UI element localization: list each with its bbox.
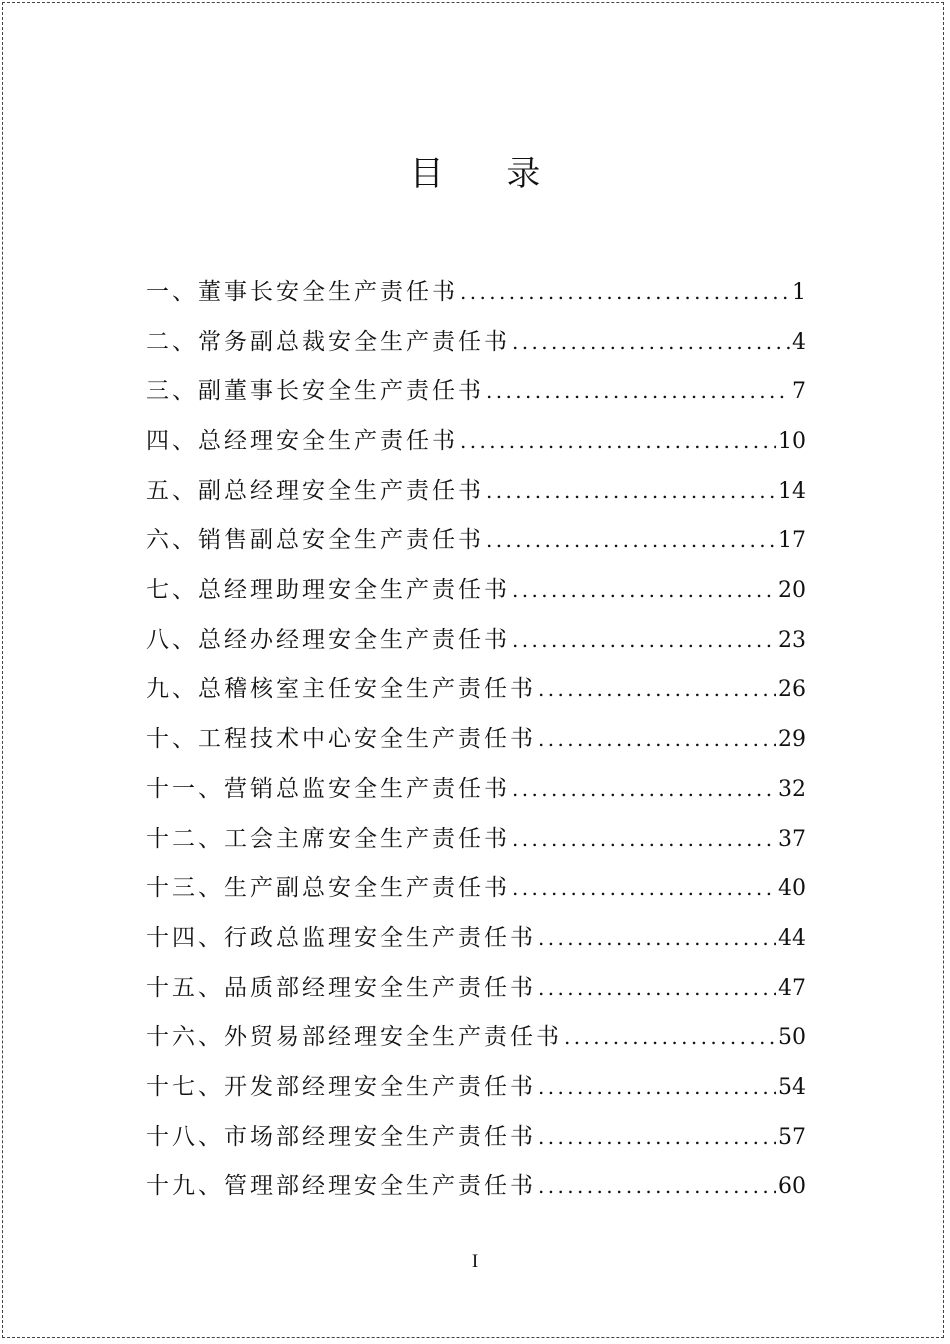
toc-dot-leader bbox=[512, 566, 776, 616]
toc-entry-14[interactable] bbox=[146, 914, 806, 964]
toc-dot-leader bbox=[486, 367, 790, 417]
toc-entry-label: 七、总经理助理安全生产责任书 bbox=[146, 577, 510, 604]
toc-dot-leader bbox=[512, 864, 776, 914]
toc-entry-label: 十二、工会主席安全生产责任书 bbox=[146, 825, 510, 852]
toc-entry-18[interactable] bbox=[146, 1113, 806, 1163]
toc-entry-15[interactable] bbox=[146, 964, 806, 1014]
toc-dot-leader bbox=[486, 467, 776, 517]
toc-entry-label: 十、工程技术中心安全生产责任书 bbox=[146, 726, 536, 753]
toc-entry-9[interactable] bbox=[146, 666, 806, 716]
toc-entry-page: 50 bbox=[778, 1025, 806, 1051]
toc-dot-leader bbox=[512, 318, 790, 368]
toc-entry-1[interactable] bbox=[146, 268, 806, 318]
toc-entry-label: 十八、市场部经理安全生产责任书 bbox=[146, 1123, 536, 1150]
toc-entry-label: 十五、品质部经理安全生产责任书 bbox=[146, 974, 536, 1001]
toc-entry-8[interactable] bbox=[146, 616, 806, 666]
toc-entry-page: 37 bbox=[778, 826, 806, 852]
toc-entry-page: 26 bbox=[778, 677, 806, 703]
toc-dot-leader bbox=[564, 1013, 776, 1063]
toc-entry-label: 十六、外贸易部经理安全生产责任书 bbox=[146, 1024, 562, 1051]
toc-dot-leader bbox=[538, 1113, 776, 1163]
toc-entry-page: 10 bbox=[778, 429, 806, 455]
toc-entry-12[interactable] bbox=[146, 815, 806, 865]
toc-entry-page: 20 bbox=[778, 578, 806, 604]
toc-entry-page: 7 bbox=[792, 379, 806, 405]
toc-entry-page: 40 bbox=[778, 876, 806, 902]
toc-entry-page: 57 bbox=[778, 1124, 806, 1150]
toc-entry-page: 47 bbox=[778, 975, 806, 1001]
toc-entry-17[interactable] bbox=[146, 1063, 806, 1113]
toc-entry-label: 十三、生产副总安全生产责任书 bbox=[146, 875, 510, 902]
page-number: I bbox=[471, 1251, 479, 1272]
toc-entry-label: 四、总经理安全生产责任书 bbox=[146, 428, 458, 455]
toc-dot-leader bbox=[512, 765, 776, 815]
toc-entry-7[interactable] bbox=[146, 566, 806, 616]
toc-entry-3[interactable] bbox=[146, 367, 806, 417]
toc-dot-leader bbox=[538, 1162, 776, 1212]
toc-entry-label: 一、董事长安全生产责任书 bbox=[146, 278, 458, 305]
toc-dot-leader bbox=[512, 815, 776, 865]
toc-title: 目 录 bbox=[409, 154, 567, 194]
toc-entry-4[interactable] bbox=[146, 417, 806, 467]
toc-entry-page: 29 bbox=[778, 727, 806, 753]
toc-list bbox=[146, 268, 806, 1212]
toc-entry-16[interactable] bbox=[146, 1013, 806, 1063]
toc-entry-label: 九、总稽核室主任安全生产责任书 bbox=[146, 676, 536, 703]
toc-entry-19[interactable] bbox=[146, 1162, 806, 1212]
toc-entry-label: 十四、行政总监理安全生产责任书 bbox=[146, 924, 536, 951]
toc-entry-label: 五、副总经理安全生产责任书 bbox=[146, 477, 484, 504]
toc-dot-leader bbox=[538, 914, 776, 964]
toc-dot-leader bbox=[538, 665, 776, 715]
toc-entry-10[interactable] bbox=[146, 715, 806, 765]
toc-entry-page: 23 bbox=[778, 627, 806, 653]
toc-dot-leader bbox=[486, 516, 776, 566]
toc-entry-label: 三、副董事长安全生产责任书 bbox=[146, 378, 484, 405]
toc-entry-label: 八、总经办经理安全生产责任书 bbox=[146, 626, 510, 653]
toc-entry-2[interactable] bbox=[146, 318, 806, 368]
toc-dot-leader bbox=[512, 616, 776, 666]
toc-entry-page: 14 bbox=[778, 478, 806, 504]
toc-dot-leader bbox=[538, 715, 776, 765]
toc-entry-page: 54 bbox=[778, 1074, 806, 1100]
toc-entry-label: 十一、营销总监安全生产责任书 bbox=[146, 775, 510, 802]
toc-entry-page: 60 bbox=[778, 1174, 806, 1200]
toc-entry-11[interactable] bbox=[146, 765, 806, 815]
toc-entry-page: 44 bbox=[778, 925, 806, 951]
toc-entry-label: 十九、管理部经理安全生产责任书 bbox=[146, 1173, 536, 1200]
toc-entry-6[interactable] bbox=[146, 516, 806, 566]
toc-entry-13[interactable] bbox=[146, 864, 806, 914]
toc-entry-page: 1 bbox=[792, 279, 806, 305]
toc-dot-leader bbox=[538, 1063, 776, 1113]
toc-dot-leader bbox=[460, 268, 790, 318]
toc-entry-label: 六、销售副总安全生产责任书 bbox=[146, 527, 484, 554]
toc-dot-leader bbox=[538, 964, 776, 1014]
toc-dot-leader bbox=[460, 417, 776, 467]
toc-entry-page: 4 bbox=[792, 329, 806, 355]
toc-entry-5[interactable] bbox=[146, 467, 806, 517]
toc-entry-page: 17 bbox=[778, 528, 806, 554]
toc-entry-label: 二、常务副总裁安全生产责任书 bbox=[146, 328, 510, 355]
toc-entry-page: 32 bbox=[778, 776, 806, 802]
toc-entry-label: 十七、开发部经理安全生产责任书 bbox=[146, 1073, 536, 1100]
